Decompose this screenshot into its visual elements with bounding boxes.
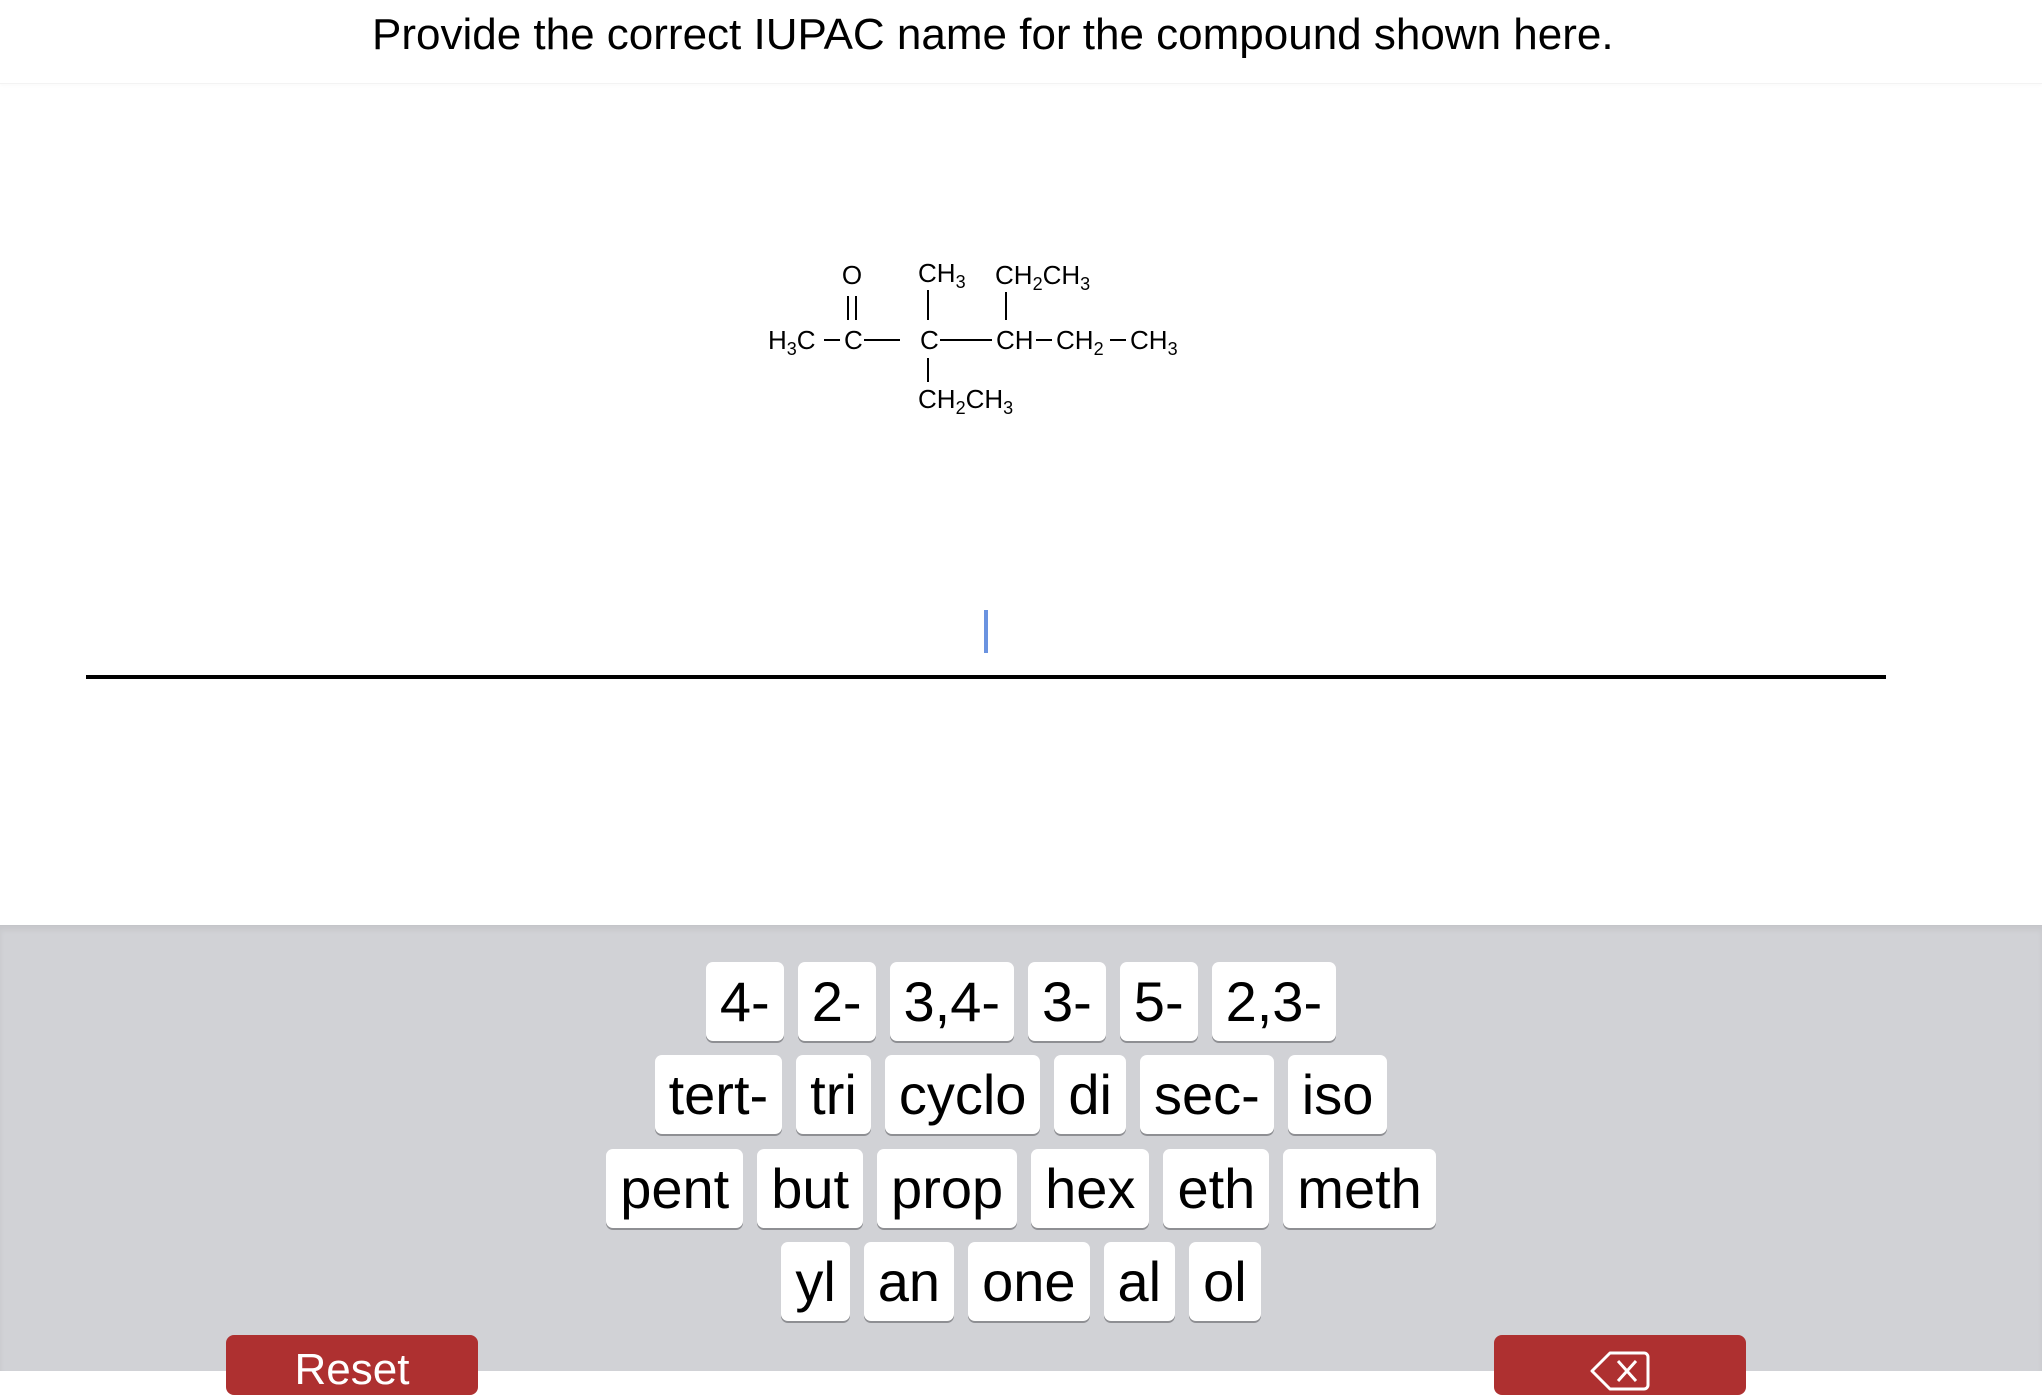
key-cyclo[interactable]: cyclo	[885, 1055, 1041, 1134]
answer-input-line[interactable]	[86, 675, 1886, 679]
svg-text:CH: CH	[996, 325, 1034, 355]
key-one[interactable]: one	[968, 1242, 1089, 1321]
svg-text:O: O	[841, 260, 863, 290]
question-prompt: Provide the correct IUPAC name for the compound shown here.	[372, 10, 1614, 59]
svg-text:CH3: $CH_3$	[918, 258, 966, 292]
svg-text:CH2CH3: $CH_2CH_3$	[995, 260, 1091, 294]
key-3[interactable]: 3-	[1028, 962, 1106, 1041]
backspace-icon	[1590, 1349, 1650, 1393]
key-4[interactable]: 4-	[706, 962, 784, 1041]
key-2[interactable]: 2-	[798, 962, 876, 1041]
svg-text:CH2CH3: $CH_2CH_3$	[918, 384, 1014, 418]
keyboard-row-prefixes	[0, 1055, 2042, 1135]
chemical-structure	[760, 240, 1260, 430]
key-di[interactable]: di	[1054, 1055, 1126, 1134]
svg-text:CH3: $CH_3$	[1130, 325, 1178, 359]
key-al[interactable]: al	[1104, 1242, 1176, 1321]
key-eth[interactable]: eth	[1163, 1149, 1269, 1228]
svg-text:C: C	[920, 325, 939, 355]
svg-text:H3C: $H_3C$	[768, 325, 816, 359]
question-header	[0, 0, 2042, 84]
key-meth[interactable]: meth	[1283, 1149, 1436, 1228]
keyboard-row-locants	[0, 962, 2042, 1042]
key-pent[interactable]: pent	[606, 1149, 743, 1228]
key-an[interactable]: an	[864, 1242, 954, 1321]
svg-text:CH2: $CH_2$	[1056, 325, 1104, 359]
key-5[interactable]: 5-	[1120, 962, 1198, 1041]
keyboard-row-suffixes	[0, 1242, 2042, 1322]
key-tri[interactable]: tri	[796, 1055, 871, 1134]
key-2-3[interactable]: 2,3-	[1212, 962, 1337, 1041]
text-cursor	[984, 610, 988, 653]
keyboard-row-roots	[0, 1149, 2042, 1229]
reset-label: Reset	[294, 1345, 410, 1394]
term-keyboard	[0, 925, 2042, 1371]
key-iso[interactable]: iso	[1288, 1055, 1388, 1134]
key-but[interactable]: but	[757, 1149, 863, 1228]
svg-text:C: C	[844, 325, 863, 355]
key-yl[interactable]: yl	[781, 1242, 849, 1321]
key-ol[interactable]: ol	[1189, 1242, 1261, 1321]
key-tert[interactable]: tert-	[655, 1055, 783, 1134]
key-prop[interactable]: prop	[877, 1149, 1017, 1228]
key-3-4[interactable]: 3,4-	[890, 962, 1015, 1041]
backspace-button[interactable]	[1494, 1335, 1746, 1395]
key-sec[interactable]: sec-	[1140, 1055, 1274, 1134]
reset-button[interactable]	[226, 1335, 478, 1395]
key-hex[interactable]: hex	[1031, 1149, 1149, 1228]
